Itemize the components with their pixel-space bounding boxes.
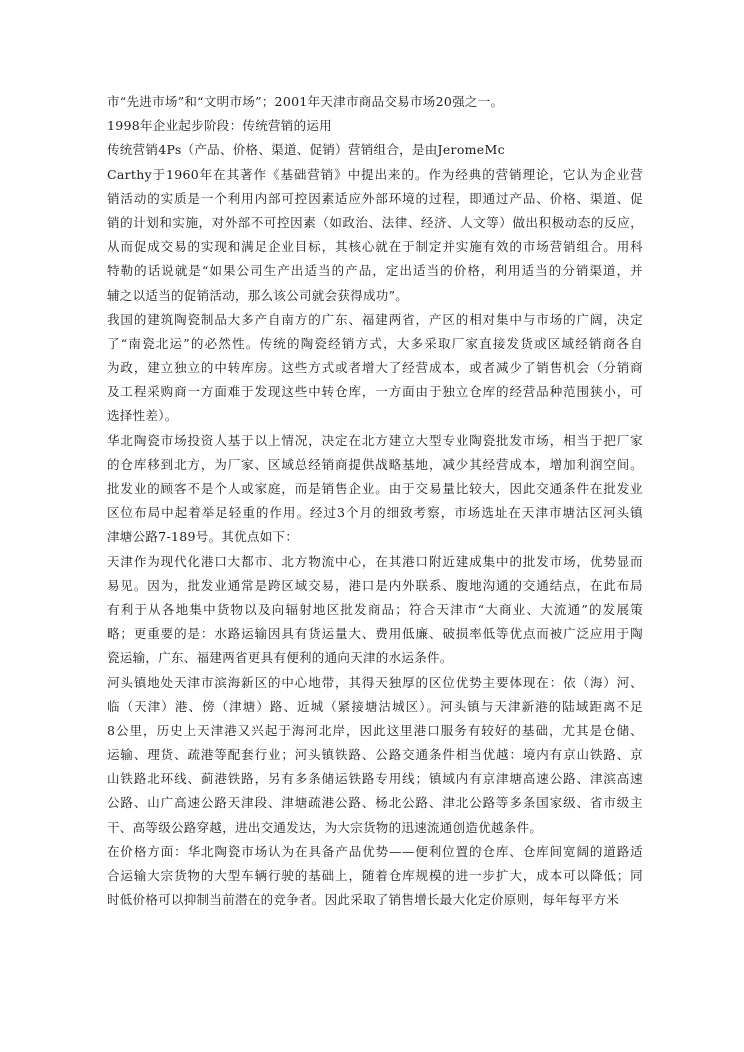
text-line: 时低价格可以抑制当前潜在的竞争者。因此采取了销售增长最大化定价原则，每年每平方米: [107, 892, 620, 908]
text-line: 区位布局中起着举足轻重的作用。经过3个月的细致考察，市场选址在天津市塘沽区河头镇: [107, 505, 643, 521]
text-line: 批发业的顾客不是个人或家庭，而是销售企业。由于交易量比较大，因此交通条件在批发业: [107, 481, 643, 496]
text-line: 销活动的实质是一个利用内部可控因素适应外部环境的过程，即通过产品、价格、渠道、促: [107, 190, 643, 206]
text-line: 公路、山广高速公路天津段、津塘疏港公路、杨北公路、津北公路等多条国家级、省市级主: [107, 795, 643, 811]
text-line: 天津作为现代化港口大都市、北方物流中心，在其港口附近建成集中的批发市场，优势显而: [107, 553, 643, 569]
paragraph: [107, 308, 643, 429]
text-line: 及工程采购商一方面难于发现这些中转仓库，一方面由于独立仓库的经营品种范围狭小，可: [107, 384, 643, 400]
text-line: 干、高等级公路穿越，进出交通发达，为大宗货物的迅速流通创造优越条件。: [107, 819, 543, 835]
text-line: 为政，建立独立的中转库房。这些方式或者增大了经营成本，或者减少了销售机会（分销商: [107, 360, 643, 376]
text-line: 合运输大宗货物的大型车辆行驶的基础上，随着仓库规模的进一步扩大，成本可以降低；同: [107, 868, 643, 883]
text-line: 销的计划和实施，对外部不可控因素（如政治、法律、经济、人文等）做出积极动态的反应，: [107, 214, 643, 230]
text-line: 1998年企业起步阶段：传统营销的运用: [107, 118, 333, 134]
text-line: 选择性差）。: [107, 408, 178, 424]
text-line: 的仓库移到北方，为厂家、区域总经销商提供战略基地，减少其经营成本，增加利润空间。: [107, 456, 643, 472]
paragraph: [107, 429, 643, 550]
text-line: 辅之以适当的促销活动，那么该公司就会获得成功”。: [107, 287, 409, 303]
paragraph: [107, 163, 643, 308]
text-line: 山铁路北环线、蓟港铁路，另有多条储运铁路专用线；镇域内有京津塘高速公路、津滨高速: [107, 771, 643, 787]
text-line: 津塘公路7-189号。其优点如下：: [107, 529, 299, 545]
text-line: 瓷运输，广东、福建两省更具有便利的通向天津的水运条件。: [107, 650, 453, 666]
text-line: 略；更重要的是：水路运输因具有货运量大、费用低廉、破损率低等优点而被广泛应用于陶: [107, 626, 643, 642]
text-line: 运输、理货、疏港等配套行业；河头镇铁路、公路交通条件相当优越：境内有京山铁路、京: [107, 747, 643, 763]
text-line: 华北陶瓷市场投资人基于以上情况，决定在北方建立大型专业陶瓷批发市场，相当于把厂家: [107, 432, 643, 448]
text-line: 临（天津）港、傍（津塘）路、近城（紧接塘沽城区）。河头镇与天津新港的陆域距离不足: [107, 698, 643, 714]
paragraph: [107, 138, 643, 162]
text-line: 河头镇地处天津市滨海新区的中心地带，其得天独厚的区位优势主要体现在：依（海）河、: [107, 674, 643, 690]
paragraph: [107, 90, 643, 114]
text-line: 了“南瓷北运”的必然性。传统的陶瓷经销方式，大多采取厂家直接发货或区域经销商各自: [107, 335, 643, 351]
text-line: 有利于从各地集中货物以及向辐射地区批发商品；符合天津市“大商业、大流通”的发展策: [107, 601, 643, 617]
paragraph: [107, 114, 643, 138]
text-line: Carthy于1960年在其著作《基础营销》中提出来的。作为经典的营销理论，它认为企业营: [107, 166, 643, 182]
paragraph: [107, 550, 643, 671]
document-page: [107, 90, 643, 912]
text-line: 我国的建筑陶瓷制品大多产自南方的广东、福建两省，产区的相对集中与市场的广阔，决定: [107, 311, 643, 327]
text-line: 8公里，历史上天津港又兴起于海河北岸，因此这里港口服务有较好的基础，尤其是仓储、: [107, 722, 643, 738]
paragraph: [107, 840, 643, 913]
text-line: 市“先进市场”和“文明市场”；2001年天津市商品交易市场20强之一。: [107, 94, 504, 109]
text-line: 传统营销4Ps（产品、价格、渠道、促销）营销组合，是由JeromeMc: [107, 142, 505, 158]
text-line: 在价格方面：华北陶瓷市场认为在具备产品优势——便利位置的仓库、仓库间宽阔的道路适: [107, 843, 643, 859]
text-line: 易见。因为，批发业通常是跨区域交易，港口是内外联系、腹地沟通的交通结点，在此布局: [107, 577, 643, 593]
text-line: 从而促成交易的实现和满足企业目标，其核心就在于制定并实施有效的市场营销组合。用科: [107, 239, 643, 255]
text-line: 特勒的话说就是“如果公司生产出适当的产品，定出适当的价格，利用适当的分销渠道，并: [107, 263, 643, 279]
paragraph: [107, 671, 643, 840]
